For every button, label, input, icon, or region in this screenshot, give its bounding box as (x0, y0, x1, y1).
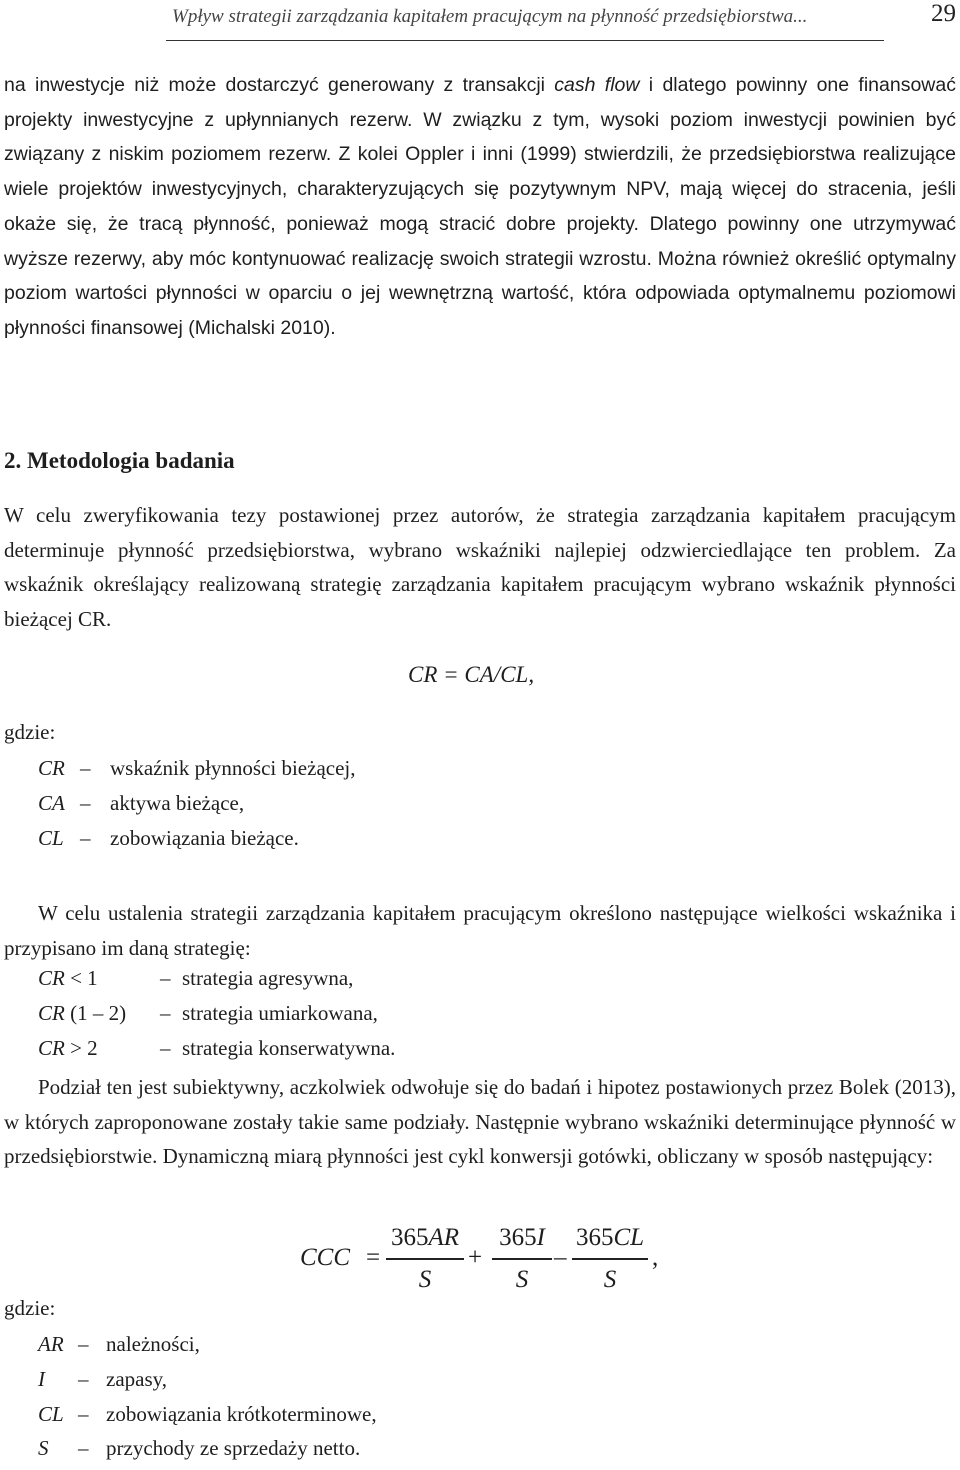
definition-text: należności, (106, 1332, 200, 1356)
definition-symbol: CR (38, 756, 65, 780)
where-label-2: gdzie: (4, 1296, 56, 1320)
strategy-dash: – (160, 1036, 171, 1060)
intro-paragraph (4, 68, 956, 346)
division-paragraph: Podział ten jest subiektywny, aczkolwiek odwołuje się do badań i hipotez postawionych przez Bolek (2013), w których zaproponowane zostały takie same podziały. Następnie wybrano wskaźniki determinujące płynność w przedsiębiorstwie. Dynamiczną miarą płynności jest cykl konwersji gotówki, obliczany w sposób następujący: (4, 1075, 956, 1169)
fraction-cl (572, 1224, 648, 1294)
fraction-numerator-number: 365 (499, 1224, 537, 1251)
fraction-denominator: S (515, 1265, 529, 1293)
strategy-threshold: < 1 (64, 966, 98, 990)
definition-text: przychody ze sprzedaży netto. (106, 1436, 361, 1460)
header-rule (166, 40, 884, 41)
definition-symbol: CL (38, 1402, 64, 1426)
strategy-text: strategia agresywna, (182, 966, 354, 990)
strategy-condition (38, 1036, 98, 1061)
fraction-numerator-number: 365 (575, 1224, 614, 1251)
definition-dash: – (78, 1436, 89, 1460)
definition-symbol: CA (38, 791, 65, 815)
definition-symbol: I (38, 1367, 45, 1391)
strategy-threshold: (1 – 2) (64, 1001, 127, 1025)
fraction-denominator: S (418, 1265, 432, 1293)
strategy-symbol: CR (38, 1001, 65, 1025)
intro-text-c: i dlatego powinny one finansować projekty inwestycyjne z upłynnianych rezerw. W związku z tym, wysoki poziom inwestycji powinien być związany z niskim poziomem rezerw. Z kolei Oppler i inni (1999) stwierdzili, że przedsiębiorstwa realizujące wiele projektów inwestycyjnych, charakteryzujących się pozytywnym NPV, mają więcej do stracenia, jeśli okaże się, że tracą płynność, ponieważ mogą stracić dobre projekty. Dlatego powinny one utrzymywać wyższe rezerwy, aby móc kontynuować realizację swoich strategii wzrostu. Można również określić optymalny poziom wartości płynności w oparciu o jej wewnętrzną wartość, która odpowiada optymalnemu poziomowi płynności finansowej (Michalski 2010). (4, 74, 956, 339)
definition-text: wskaźnik płynności bieżącej, (110, 756, 356, 780)
ccc-lhs: CCC (300, 1244, 351, 1271)
formula-ccc (300, 1224, 680, 1304)
strategy-dash: – (160, 966, 171, 990)
strategy-symbol: CR (38, 1036, 65, 1060)
definition-text: zobowiązania bieżące. (110, 826, 299, 850)
definition-dash: – (80, 826, 91, 850)
definition-dash: – (78, 1367, 89, 1391)
ccc-equals: = (366, 1244, 381, 1271)
fraction-numerator-symbol: I (536, 1224, 545, 1251)
intro-text-a: na inwestycje niż może dostarczyć generowany z transakcji (4, 74, 555, 96)
strategy-condition (38, 1001, 126, 1026)
section-heading: 2. Metodologia badania (4, 448, 235, 473)
strategy-paragraph: W celu ustalenia strategii zarządzania kapitałem pracującym określono następujące wielkości wskaźnika i przypisano im daną strategię: (4, 901, 956, 960)
definition-text: zobowiązania krótkoterminowe, (106, 1402, 377, 1426)
strategy-text: strategia konserwatywna. (182, 1036, 396, 1060)
fraction-denominator: S (603, 1265, 617, 1293)
fraction-numerator-symbol: AR (428, 1224, 460, 1251)
definition-symbol: CL (38, 826, 64, 850)
definition-symbol: S (38, 1436, 49, 1460)
ccc-minus: – (554, 1244, 567, 1271)
definition-symbol: AR (38, 1332, 64, 1356)
strategy-condition (38, 966, 98, 991)
fraction-numerator-number: 365 (390, 1224, 429, 1251)
strategy-dash: – (160, 1001, 171, 1025)
formula-cr: CR = CA/CL, (408, 662, 535, 687)
running-header (0, 0, 960, 42)
intro-cash-flow: cash flow (554, 74, 640, 96)
strategy-text: strategia umiarkowana, (182, 1001, 378, 1025)
definition-dash: – (80, 791, 91, 815)
definition-text: aktywa bieżące, (110, 791, 245, 815)
strategy-symbol: CR (38, 966, 65, 990)
definition-text: zapasy, (106, 1367, 168, 1391)
running-title: Wpływ strategii zarządzania kapitałem pracującym na płynność przedsiębiorstwa... (172, 6, 808, 27)
ccc-comma: , (652, 1244, 659, 1271)
definition-dash: – (78, 1332, 89, 1356)
page-number: 29 (931, 0, 956, 27)
definition-dash: – (78, 1402, 89, 1426)
strategy-threshold: > 2 (64, 1036, 98, 1060)
fraction-i (492, 1224, 552, 1294)
where-label-1: gdzie: (4, 720, 56, 744)
fraction-ar (386, 1224, 464, 1294)
definition-dash: – (80, 756, 91, 780)
fraction-numerator-symbol: CL (613, 1224, 645, 1251)
methodology-paragraph: W celu zweryfikowania tezy postawionej przez autorów, że strategia zarządzania kapitałem pracującym determinuje płynność przedsiębiorstwa, wybrano wskaźniki najlepiej odzwierciedlające ten problem. Za wskaźnik określający realizowaną strategię zarządzania kapitałem pracującym wybrano wskaźnik płynności bieżącej CR. (4, 503, 956, 632)
ccc-plus: + (468, 1244, 483, 1271)
